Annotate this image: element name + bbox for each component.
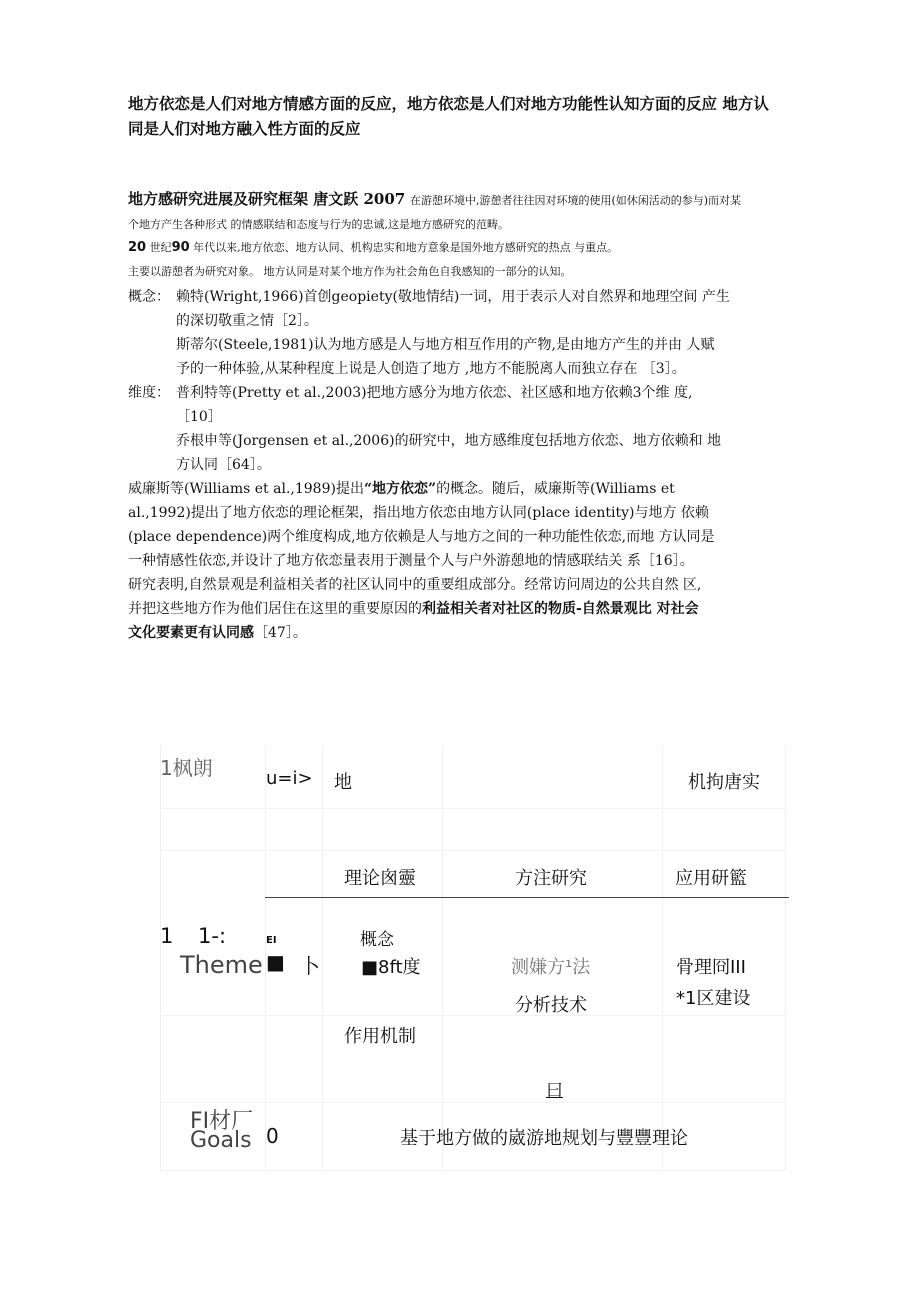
source-line3-text2: 年代以来,地方依恋、地方认同、机构忠实和地方意象是国外地方感研究的热点 与重点。 bbox=[189, 241, 619, 254]
source-line-3 bbox=[128, 239, 618, 255]
diagram-ficai: FI材厂 bbox=[190, 1109, 254, 1134]
williams-line-1 bbox=[128, 478, 675, 498]
diagram-zero: 0 bbox=[266, 1124, 279, 1148]
heading-line-1: 地方依恋是人们对地方情感方面的反应，地方依恋是人们对地方功能性认知方面的反应 地方认 bbox=[128, 94, 769, 113]
diagram-quji: *1区建设 bbox=[676, 988, 751, 1009]
dimension-line-3: 乔根申等(Jorgensen et al.,2006)的研究中，地方感维度包括地方依恋、地方依赖和 地 bbox=[176, 433, 722, 449]
williams-line-1a: 威廉斯等(Williams et al.,1989)提出 bbox=[128, 481, 364, 497]
williams-line-2: al.,1992)提出了地方依恋的理论框架，指出地方依恋由地方认同(place identity)与地方 依赖 bbox=[128, 505, 709, 521]
williams-line-4: 一种情感性依恋,并设计了地方依恋量表用于测量个人与户外游憩地的情感联结关 系［16］。 bbox=[128, 553, 694, 569]
dimension-line-2: ［10］ bbox=[176, 409, 222, 425]
williams-line-7a: 文化要素更有认同感 bbox=[128, 625, 254, 641]
concept-line-4: 予的一种体验,从某种程度上说是人创造了地方 ,地方不能脱离人而独立存在 ［3］。 bbox=[176, 361, 686, 377]
diagram-1fenglang: 1枫朗 bbox=[160, 756, 213, 780]
diagram-divider bbox=[265, 897, 789, 898]
diagram-fenxi: 分析技术 bbox=[515, 995, 587, 1016]
source-text-1a: 在游憩环境中,游憩者往往因对环境的使用(如休闲活动的参与)而对某 bbox=[409, 194, 742, 207]
source-num-20: 20 bbox=[128, 240, 147, 255]
source-line-4: 主要以游憩者为研究对象。 地方认同是对某个地方作为社会角色自我感知的一部分的认知。 bbox=[128, 265, 572, 278]
williams-line-1c: 的概念。随后，威廉斯等(Williams et bbox=[436, 481, 675, 497]
diagram-zuoyong: 作用机制 bbox=[344, 1026, 416, 1047]
diagram-yingyong: 应用研籃 bbox=[675, 868, 747, 889]
diagram-lilun: 理论囪靈 bbox=[344, 868, 416, 889]
williams-place-attachment: “地方依恋” bbox=[363, 481, 437, 497]
diagram-ui: u=i> bbox=[266, 768, 313, 789]
williams-line-6 bbox=[128, 598, 699, 618]
concept-label: 概念： bbox=[128, 289, 170, 305]
williams-line-3: (place dependence)两个维度构成,地方依赖是人与地方之间的一种功能性依恋,而地 方认同是 bbox=[128, 529, 715, 545]
williams-line-5: 研究表明,自然景观是利益相关者的社区认同中的重要组成部分。经常访问周边的公共自然 区, bbox=[128, 577, 702, 593]
diagram-fangzhu: 方注研究 bbox=[515, 868, 587, 889]
dimension-label: 维度： bbox=[128, 385, 170, 401]
williams-line-6a: 并把这些地方作为他们居住在这里的重要原因的 bbox=[128, 601, 422, 617]
concept-line-3: 斯蒂尔(Steele,1981)认为地方感是人与地方相互作用的产物,是由地方产生的并由 人赋 bbox=[176, 337, 715, 353]
source-title: 地方感研究进展及研究框架 唐文跃 2007 bbox=[128, 190, 406, 208]
diagram-bu: 卜 bbox=[300, 954, 320, 978]
diagram-one-1: 1 bbox=[160, 924, 174, 948]
diagram-ei: EI bbox=[266, 935, 277, 946]
concept-line-2: 的深切敬重之情［2］。 bbox=[176, 313, 318, 329]
diagram-8ft: ■8ft度 bbox=[361, 957, 421, 978]
diagram-one-2: 1-: bbox=[198, 924, 227, 948]
diagram-di: 地 bbox=[334, 772, 352, 793]
diagram-block: ■ bbox=[266, 950, 285, 974]
source-num-90: 90 bbox=[171, 240, 190, 255]
dimension-line-1: 普利特等(Pretty et al.,2003)把地方感分为地方依恋、社区感和地方依赖3个维 度, bbox=[176, 385, 693, 401]
diagram-jigou: 机拘唐实 bbox=[688, 772, 760, 793]
diagram-theme: Theme bbox=[180, 951, 263, 979]
diagram-gainian: 概念 bbox=[360, 930, 394, 950]
dimension-line-4: 方认同［64］。 bbox=[176, 457, 271, 473]
williams-line-6b: 利益相关者对社区的物质-自然景观比 对社会 bbox=[422, 601, 699, 617]
diagram-ri: 曰 bbox=[546, 1081, 563, 1101]
source-text-1b: 个地方产生各种形式 的情感联结和态度与行为的忠诚,这是地方感研究的范畴。 bbox=[128, 218, 509, 231]
diagram-goals: Goals bbox=[190, 1128, 252, 1153]
diagram-jiyu: 基于地方做的崴游地规划与豐豐理论 bbox=[400, 1128, 688, 1149]
diagram-celian: 测嫌方¹法 bbox=[511, 957, 591, 978]
source-line3-text1: 世纪 bbox=[146, 241, 172, 254]
williams-line-7b: ［47］。 bbox=[254, 625, 307, 641]
source-line-1 bbox=[128, 188, 741, 209]
heading-line-2: 同是人们对地方融入性方面的反应 bbox=[128, 119, 361, 138]
diagram-guli: 骨理冏III bbox=[676, 957, 746, 978]
concept-line-1: 赖特(Wright,1966)首创geopiety(敬地情结)一词，用于表示人对自然界和地理空间 产生 bbox=[176, 289, 730, 305]
williams-line-7 bbox=[128, 622, 307, 642]
